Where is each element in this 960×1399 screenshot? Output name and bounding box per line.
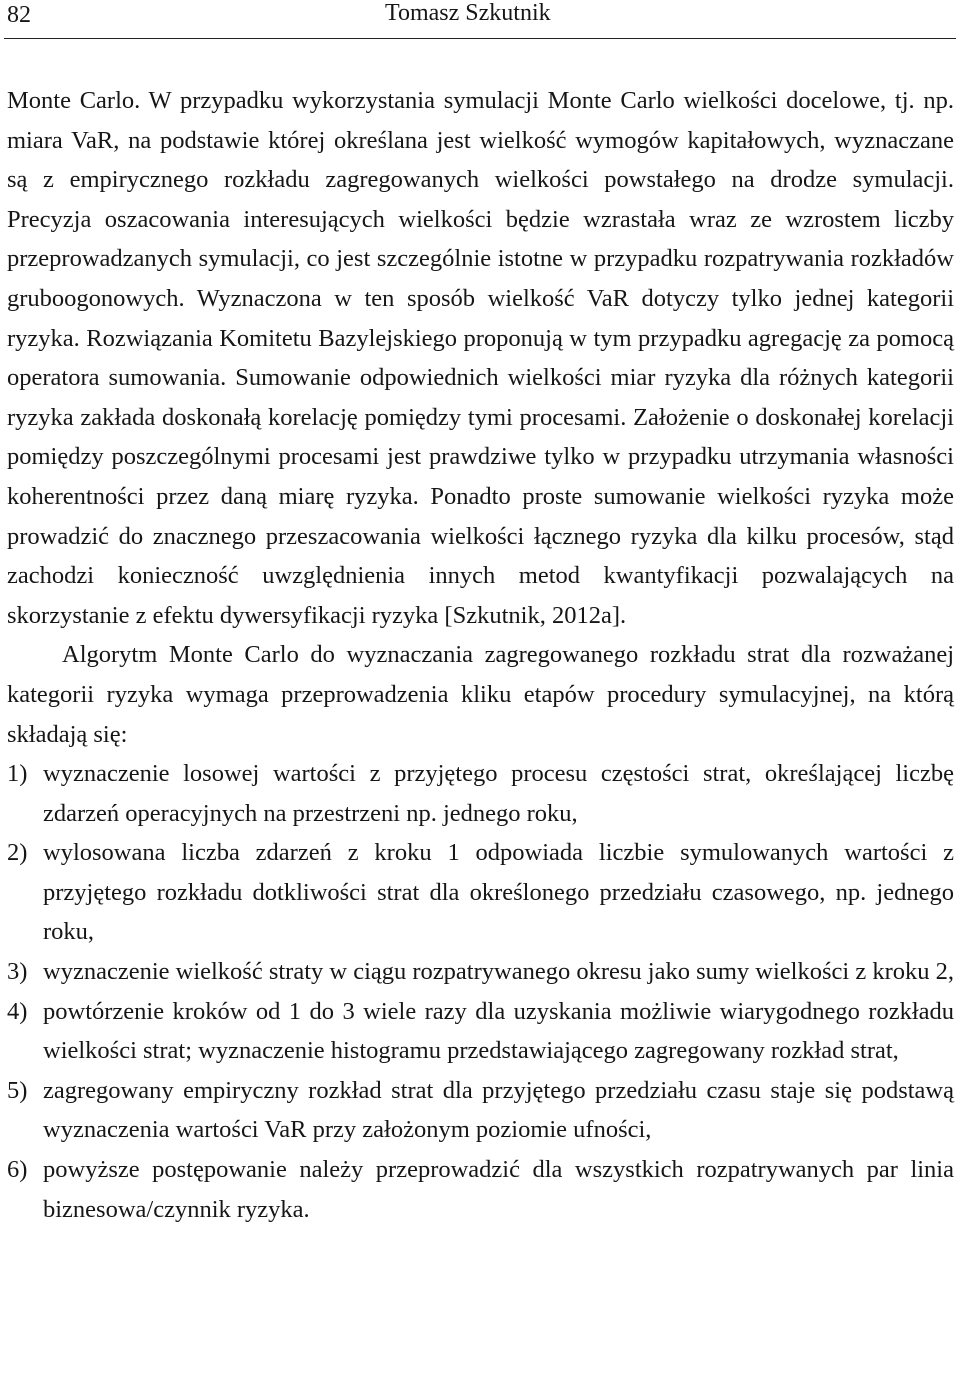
document-page — [7, 0, 954, 1229]
list-item — [7, 952, 954, 992]
list-item-text: wyznaczenie wielkość straty w ciągu rozpatrywanego okresu jako sumy wielkości z kroku 2, — [43, 958, 954, 986]
list-item-number: 3) — [7, 958, 28, 986]
list-item — [7, 992, 954, 1071]
list-item-number: 6) — [7, 1156, 28, 1184]
list-item-number: 4) — [7, 997, 28, 1025]
list-item-text: powyższe postępowanie należy przeprowadzić dla wszystkich rozpatrywanych par linia biznesowa/czynnik ryzyka. — [43, 1156, 954, 1223]
running-title: Tomasz Szkutnik — [385, 0, 551, 26]
paragraph: Monte Carlo. W przypadku wykorzystania symulacji Monte Carlo wielkości docelowe, tj. np. miara VaR, na podstawie której określana jest wielkość wymogów kapitałowych, wyznaczane są z empirycznego rozkładu zagregowanych wielkości powstałego na drodze symulacji. Precyzja oszacowania interesujących wielkości będzie wzrastała wraz ze wzrostem liczby przeprowadzanych symulacji, co jest szczególnie istotne w przypadku rozpatrywania rozkładów gruboogonowych. Wyznaczona w ten sposób wielkość VaR dotyczy tylko jednej kategorii ryzyka. Rozwiązania Komitetu Bazylejskiego proponują w tym przypadku agregację za pomocą operatora sumowania. Sumowanie odpowiednich wielkości miar ryzyka dla różnych kategorii ryzyka zakłada doskonałą korelację pomiędzy tymi procesami. Założenie o doskonałej korelacji pomiędzy poszczególnymi procesami jest prawdziwe tylko w przypadku utrzymania własności koherentności przez daną miarę ryzyka. Ponadto proste sumowanie wielkości ryzyka może prowadzić do znacznego przeszacowania wielkości łącznego ryzyka dla kilku procesów, stąd zachodzi konieczność uwzględnienia innych metod kwantyfikacji pozwalających na skorzystanie z efektu dywersyfikacji ryzyka [Szkutnik, 2012a]. — [7, 87, 954, 629]
list-item-text: wylosowana liczba zdarzeń z kroku 1 odpowiada liczbie symulowanych wartości z przyjętego rozkładu dotkliwości strat dla określonego przedziału czasowego, np. jednego roku, — [43, 839, 954, 946]
list-item-text: powtórzenie kroków od 1 do 3 wiele razy dla uzyskania możliwie wiarygodnego rozkładu wielkości strat; wyznaczenie histogramu przedstawiającego zagregowany rozkład strat, — [43, 997, 954, 1065]
list-item-number: 2) — [7, 839, 28, 867]
list-item-text: wyznaczenie losowej wartości z przyjętego procesu częstości strat, określającej liczbę zdarzeń operacyjnych na przestrzeni np. jednego roku, — [43, 760, 954, 827]
body-text — [7, 81, 954, 1229]
list-item — [7, 1071, 954, 1150]
list-item-text: zagregowany empiryczny rozkład strat dla przyjętego przedziału czasu staje się podstawą wyznaczenia wartości VaR przy założonym poziomie ufności, — [43, 1076, 954, 1144]
list-item — [7, 754, 954, 833]
header-rule — [4, 38, 956, 39]
list-item — [7, 1150, 954, 1229]
page-number: 82 — [7, 2, 31, 28]
running-head — [7, 0, 954, 38]
list-item-number: 5) — [7, 1076, 28, 1104]
paragraph: Algorytm Monte Carlo do wyznaczania zagregowanego rozkładu strat dla rozważanej kategorii ryzyka wymaga przeprowadzenia kliku etapów procedury symulacyjnej, na którą składają się: — [7, 641, 954, 748]
procedure-steps-list — [7, 754, 954, 1229]
list-item-number: 1) — [7, 760, 28, 788]
list-item — [7, 833, 954, 952]
